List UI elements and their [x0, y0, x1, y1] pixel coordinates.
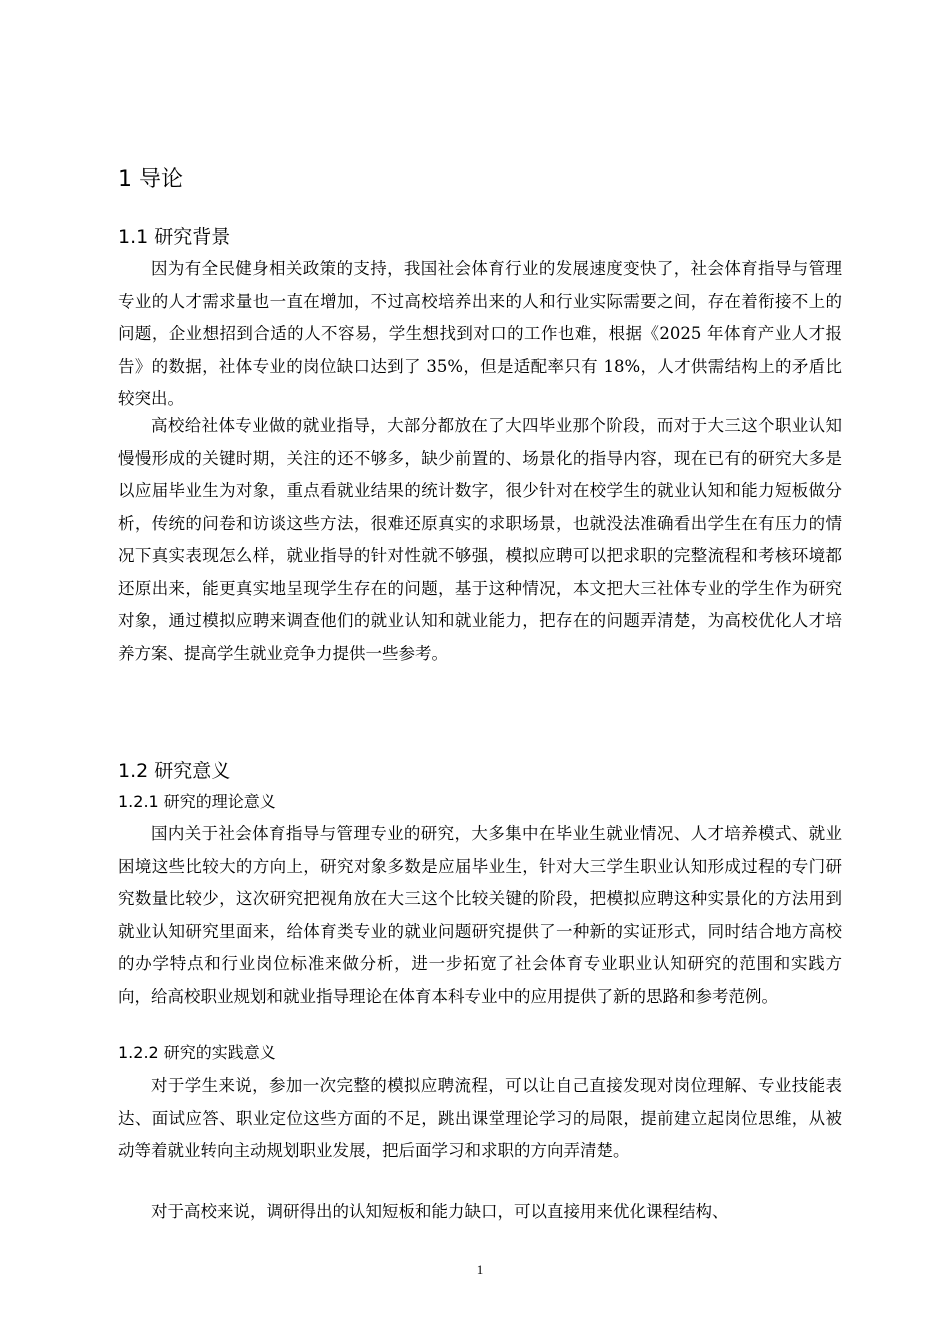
section-1-2-2-paragraph-2: 对于高校来说，调研得出的认知短板和能力缺口，可以直接用来优化课程结构、	[151, 1202, 729, 1221]
section-1-2-2-paragraph-1: 对于学生来说，参加一次完整的模拟应聘流程，可以让自己直接发现对岗位理解、专业技能表达、面试应答、职业定位这些方面的不足，跳出课堂理论学习的局限，提前建立起岗位思维，从被动等着就业转向主动规划职业发展，把后面学习和求职的方向弄清楚。	[118, 1076, 842, 1160]
document-page	[118, 0, 842, 1344]
section-1-1-heading: 1.1 研究背景	[118, 226, 231, 248]
chapter-title: 1 导论	[118, 167, 183, 192]
section-1-2-heading: 1.2 研究意义	[118, 760, 231, 782]
page-number: 1	[476, 1262, 484, 1277]
section-1-1-paragraph-2: 高校给社体专业做的就业指导，大部分都放在了大四毕业那个阶段，而对于大三这个职业认知慢慢形成的关键时期，关注的还不够多，缺少前置的、场景化的指导内容，现在已有的研究大多是以应届毕业生为对象，重点看就业结果的统计数字，很少针对在校学生的就业认知和能力短板做分析，传统的问卷和访谈这些方法，很难还原真实的求职场景，也就没法准确看出学生在有压力的情况下真实表现怎么样，就业指导的针对性就不够强，模拟应聘可以把求职的完整流程和考核环境都还原出来，能更真实地呈现学生存在的问题，基于这种情况，本文把大三社体专业的学生作为研究对象，通过模拟应聘来调查他们的就业认知和就业能力，把存在的问题弄清楚，为高校优化人才培养方案、提高学生就业竞争力提供一些参考。	[118, 416, 842, 663]
section-1-1-paragraph-1: 因为有全民健身相关政策的支持，我国社会体育行业的发展速度变快了，社会体育指导与管理专业的人才需求量也一直在增加，不过高校培养出来的人和行业实际需要之间，存在着衔接不上的问题，企业想招到合适的人不容易，学生想找到对口的工作也难，根据《2025 年体育产业人才报告》的数据，社体专业的岗位缺口达到了 35%，但是适配率只有 18%，人才供需结构上的矛盾比较突出。	[118, 259, 842, 408]
section-1-2-2-heading: 1.2.2 研究的实践意义	[118, 1043, 276, 1062]
section-1-2-1-heading: 1.2.1 研究的理论意义	[118, 792, 276, 811]
section-1-2-1-paragraph: 国内关于社会体育指导与管理专业的研究，大多集中在毕业生就业情况、人才培养模式、就业困境这些比较大的方向上，研究对象多数是应届毕业生，针对大三学生职业认知形成过程的专门研究数量比较少，这次研究把视角放在大三这个比较关键的阶段，把模拟应聘这种实景化的方法用到就业认知研究里面来，给体育类专业的就业问题研究提供了一种新的实证形式，同时结合地方高校的办学特点和行业岗位标准来做分析，进一步拓宽了社会体育专业职业认知研究的范围和实践方向，给高校职业规划和就业指导理论在体育本科专业中的应用提供了新的思路和参考范例。	[118, 824, 842, 1006]
